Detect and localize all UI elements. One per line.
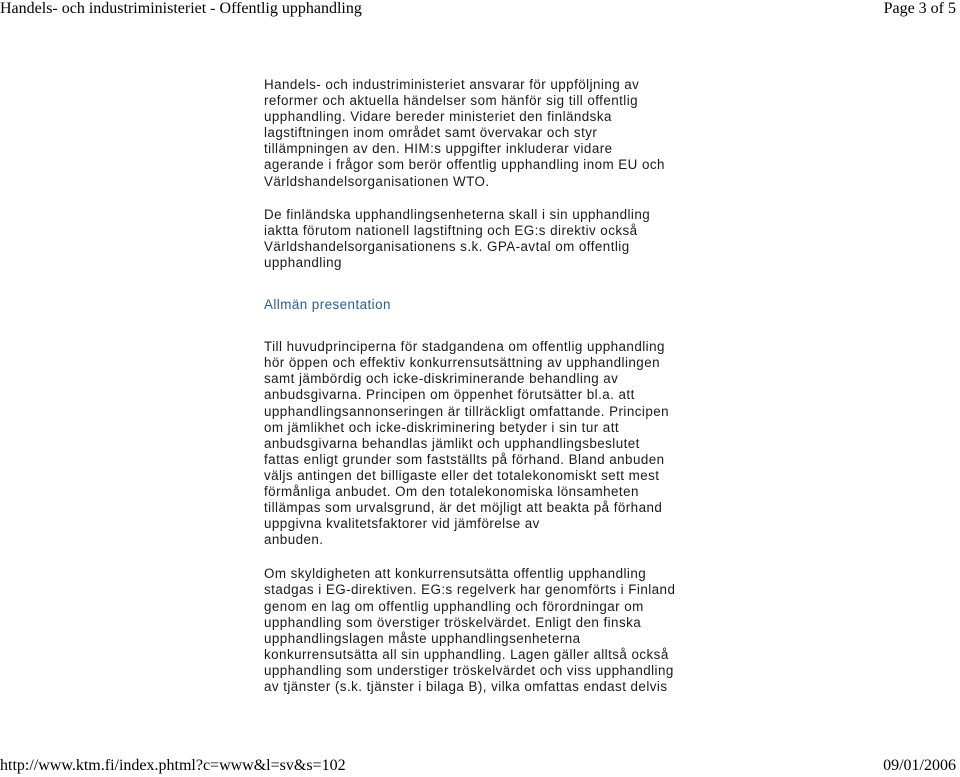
paragraph-main-principles: Till huvudprinciperna för stadgandena om offentlig upphandling hör öppen och effektiv konkurrensutsättning av upphandlingen samt jämbördig och icke-diskriminerande behandling av anbudsgivarna. Principen om öppenhet förutsätter bl.a. att upphandlingsannonseringen är tillräckligt omfattande. Principen om jämlikhet och icke-diskriminering betyder i sin tur att anbudsgivarna behandlas jämlikt och upphandlingsbeslutet fattas enligt grunder som fastställts på förhand. Bland anbuden väljs antingen det billigaste eller det totalekonomiskt sett mest förmånliga anbudet. Om den totalekonomiska lönsamheten tillämpas som urvalsgrund, är det möjligt att beakta på förhand uppgivna kvalitetsfaktorer vid jämförelse av anbuden. [264,339,670,548]
page-indicator: Page 3 of 5 [883,0,956,17]
paragraph-ministry-responsibilities: Handels- och industriministeriet ansvarar för uppföljning av reformer och aktuella händelser som hänför sig till offentlig upphandling. Vidare bereder ministeriet den finländska lagstiftningen inom området samt övervakar och styr tillämpningen av den. HIM:s uppgifter inkluderar vidare agerande i frågor som berör offentlig upphandling inom EU och Världshandelsorganisationen WTO. [264,77,665,189]
section-heading-general-presentation: Allmän presentation [264,297,391,313]
paragraph-obligation-competition: Om skyldigheten att konkurrensutsätta offentlig upphandling stadgas i EG-direktiven. EG:s regelverk har genomförts i Finland genom en lag om offentlig upphandling och förordningar om upphandling som överstiger tröskelvärdet. Enligt den finska upphandlingslagen måste upphandlingsenheterna konkurrensutsätta all sin upphandling. Lagen gäller alltså också upphandling som understiger tröskelvärdet och viss upphandling av tjänster (s.k. tjänster i bilaga B), vilka omfattas endast delvis [264,566,676,694]
paragraph-procurement-units: De finländska upphandlingsenheterna skall i sin upphandling iaktta förutom nationell lagstiftning och EG:s direktiv också Världshandelsorganisationens s.k. GPA-avtal om offentlig upphandling [264,206,651,270]
article-body [264,77,709,695]
footer-url: http://www.ktm.fi/index.phtml?c=www&l=sv&s=102 [0,757,346,774]
footer-date: 09/01/2006 [883,757,956,774]
document-title: Handels- och industriministeriet - Offentlig upphandling [0,0,362,17]
